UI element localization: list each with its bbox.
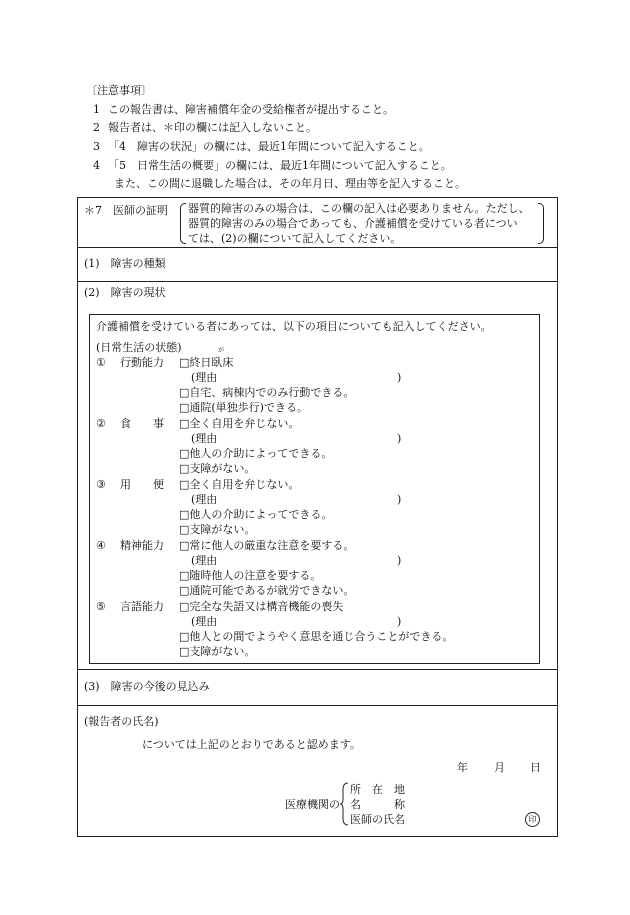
institution-field-label: 名 称 — [350, 798, 405, 811]
reason-open: (理由 — [191, 493, 218, 506]
reason-close: ) — [397, 371, 402, 384]
checkbox-option[interactable]: □支障がない。 — [179, 462, 256, 475]
row-divider — [77, 705, 557, 706]
checkbox-option[interactable]: □完全な失語又は構音機能の喪失 — [179, 600, 344, 613]
checkbox-option[interactable]: □通院可能であるが就労できない。 — [179, 584, 355, 597]
section-disability-outlook: (3) 障害の今後の見込み — [84, 680, 210, 693]
checkbox-option[interactable]: □通院(単独歩行)できる。 — [179, 401, 308, 414]
institution-label: 医療機関の — [285, 798, 340, 811]
checkbox-option[interactable]: □他人の介助によってできる。 — [179, 508, 333, 521]
reason-open: (理由 — [191, 615, 218, 628]
category-label: 食 事 — [120, 417, 164, 430]
category-label: 精神能力 — [120, 539, 164, 552]
note-text: 報告者は、＊印の欄には記入しないこと。 — [108, 121, 317, 134]
category-label: 行動能力 — [120, 356, 164, 369]
reason-close: ) — [397, 493, 402, 506]
checkbox-option[interactable]: □常に他人の厳重な注意を要する。 — [179, 539, 355, 552]
row-divider — [77, 669, 557, 670]
checkbox-option[interactable]: □終日臥床 — [179, 356, 234, 369]
category-number: ① — [96, 356, 106, 369]
checkbox-option[interactable]: □自宅、病棟内でのみ行動できる。 — [179, 386, 355, 399]
category-label: 用 便 — [120, 478, 164, 491]
checkbox-option[interactable]: □全く自用を弁じない。 — [179, 417, 300, 430]
section-disability-kind: (1) 障害の種類 — [84, 257, 166, 270]
checkbox-option[interactable]: □随時他人の注意を要する。 — [179, 569, 322, 582]
reporter-name-label: (報告者の氏名) — [84, 715, 159, 728]
date-month: 月 — [494, 761, 505, 774]
note-number: 4 — [93, 159, 100, 172]
reason-open: (理由 — [191, 432, 218, 445]
reason-close: ) — [397, 615, 402, 628]
institution-field-label: 所 在 地 — [350, 783, 405, 796]
note-text: 「4 障害の状況」の欄には、最近1年間について記入すること。 — [108, 140, 430, 153]
section-disability-status: (2) 障害の現状 — [84, 286, 166, 299]
care-intro: 介護補償を受けている者にあっては、以下の項目についても記入してください。 — [96, 320, 492, 333]
attestation-statement: については上記のとおりであると認めます。 — [142, 738, 361, 751]
category-number: ③ — [96, 478, 106, 491]
institution-field-label: 医師の氏名 — [350, 813, 405, 826]
category-label: 言語能力 — [120, 600, 164, 613]
note-number: 2 — [93, 121, 100, 134]
certificate-note-line: 器質的障害のみの場合は、この欄の記入は必要ありません。ただし、 — [188, 202, 530, 215]
notes-heading: 〔注意事項〕 — [86, 84, 152, 97]
checkbox-option[interactable]: □他人との間でようやく意思を通じ合うことができる。 — [179, 630, 454, 643]
date-day: 日 — [530, 761, 541, 774]
category-number: ④ — [96, 539, 106, 552]
reason-close: ) — [397, 432, 402, 445]
seal-icon: 印 — [525, 812, 540, 827]
note-text: この報告書は、障害補償年金の受給権者が提出すること。 — [108, 103, 394, 116]
certificate-note-line: 器質的障害のみの場合であっても、介護補償を受けている者につい — [188, 217, 518, 230]
date-year: 年 — [457, 761, 468, 774]
institution-brace — [340, 782, 349, 826]
checkbox-option[interactable]: □支障がない。 — [179, 645, 256, 658]
row-divider — [77, 247, 557, 248]
certificate-label: ＊7 医師の証明 — [84, 204, 168, 217]
furigana: が — [218, 347, 225, 354]
note-bracket-left — [180, 203, 186, 244]
checkbox-option[interactable]: □支障がない。 — [179, 523, 256, 536]
note-number: 3 — [93, 140, 100, 153]
note-bracket-right — [538, 203, 544, 244]
reason-open: (理由 — [191, 371, 218, 384]
note-number: 1 — [93, 103, 100, 116]
reason-open: (理由 — [191, 554, 218, 567]
note-continuation: また、この間に退職した場合は、その年月日、理由等を記入すること。 — [114, 177, 466, 190]
daily-life-subheading: (日常生活の状態) — [96, 341, 182, 354]
certificate-note-line: ては、(2)の欄について記入してください。 — [188, 232, 402, 245]
reason-close: ) — [397, 554, 402, 567]
checkbox-option[interactable]: □全く自用を弁じない。 — [179, 478, 300, 491]
category-number: ⑤ — [96, 600, 106, 613]
note-text: 「5 日常生活の概要」の欄には、最近1年間について記入すること。 — [108, 159, 452, 172]
category-number: ② — [96, 417, 106, 430]
checkbox-option[interactable]: □他人の介助によってできる。 — [179, 447, 333, 460]
row-divider — [77, 281, 557, 282]
